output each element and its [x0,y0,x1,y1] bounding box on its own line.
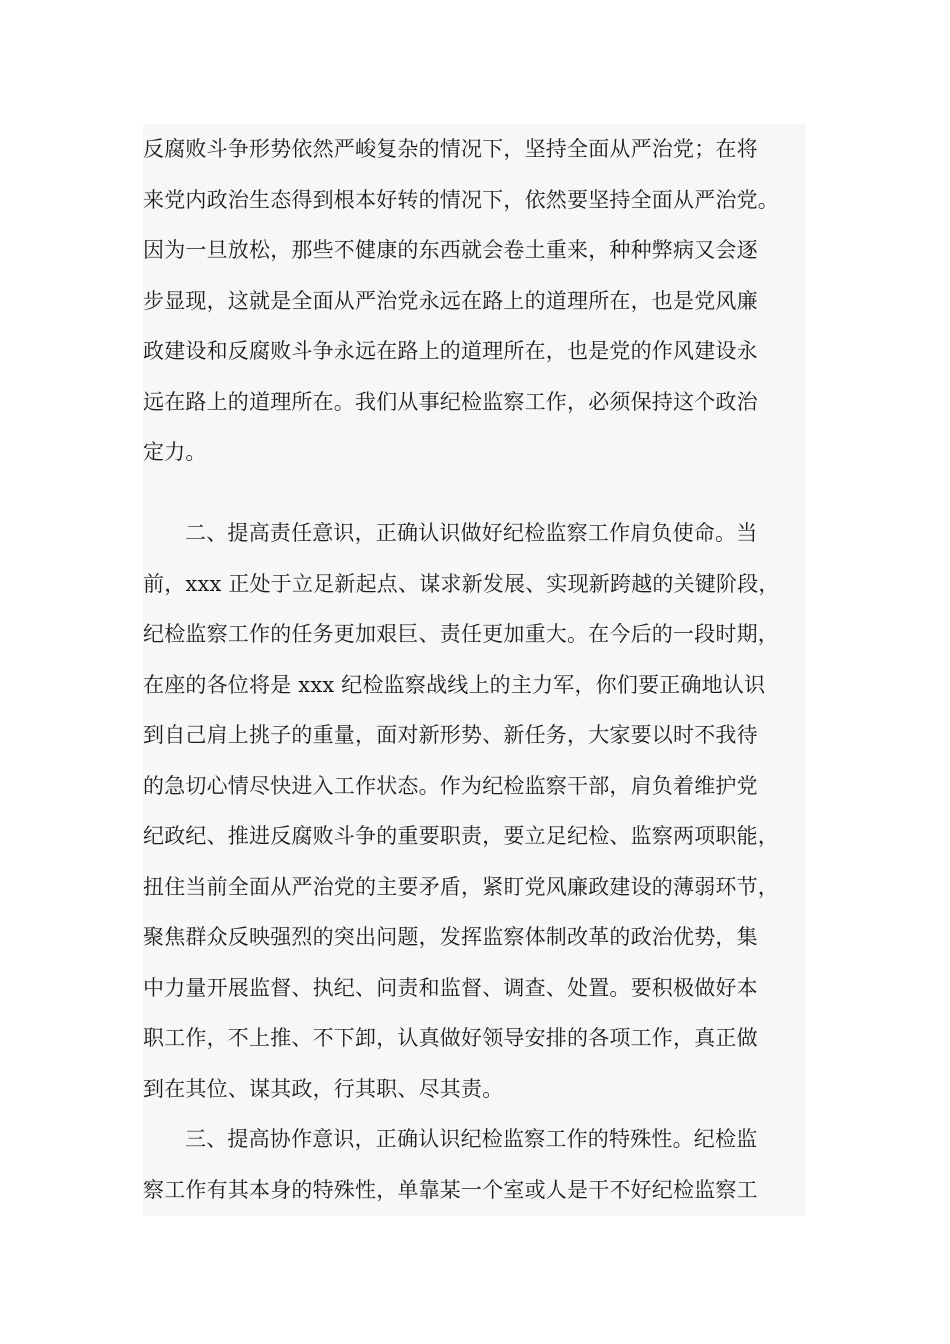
paragraph-line: 反腐败斗争形势依然严峻复杂的情况下，坚持全面从严治党；在将 [143,137,758,161]
paragraph-2 [143,508,806,1114]
document-page [143,124,806,1216]
paragraph-line: 扭住当前全面从严治党的主要矛盾，紧盯党风廉政建设的薄弱环节， [143,874,779,899]
paragraph-line: 前，xxx 正处于立足新起点、谋求新发展、实现新跨越的关键阶段， [143,571,780,596]
paragraph-line: 中力量开展监督、执纪、问责和监督、调查、处置。要积极做好本 [143,975,758,1000]
paragraph-3 [143,1114,806,1215]
paragraph-first-line: 二、提高责任意识，正确认识做好纪检监察工作肩负使命。当 [185,521,758,545]
paragraph-line: 远在路上的道理所在。我们从事纪检监察工作，必须保持这个政治 [143,389,758,414]
paragraph-line: 因为一旦放松，那些不健康的东西就会卷土重来，种种弊病又会逐 [143,238,758,262]
paragraph-line: 纪检监察工作的任务更加艰巨、责任更加重大。在今后的一段时期， [143,622,779,646]
paragraph-line: 政建设和反腐败斗争永远在路上的道理所在，也是党的作风建设永 [143,339,758,363]
paragraph-line: 聚焦群众反映强烈的突出问题，发挥监察体制改革的政治优势，集 [143,925,758,949]
paragraph-line: 职工作，不上推、不下卸，认真做好领导安排的各项工作，真正做 [143,1026,758,1050]
paragraph-first-line: 三、提高协作意识，正确认识纪检监察工作的特殊性。纪检监 [185,1127,758,1151]
paragraph-line: 在座的各位将是 xxx 纪检监察战线上的主力军，你们要正确地认识 [143,672,766,697]
paragraph-line: 的急切心情尽快进入工作状态。作为纪检监察干部，肩负着维护党 [143,773,758,798]
paragraph-line: 定力。 [143,440,207,464]
paragraph-line: 察工作有其本身的特殊性，单靠某一个室或人是干不好纪检监察工 [143,1177,758,1202]
paragraph-1 [143,124,806,478]
paragraph-line: 到自己肩上挑子的重量，面对新形势、新任务，大家要以时不我待 [143,723,758,747]
paragraph-line: 步显现，这就是全面从严治党永远在路上的道理所在，也是党风廉 [143,288,758,313]
paragraph-line: 纪政纪、推进反腐败斗争的重要职责，要立足纪检、监察两项职能， [143,824,779,848]
paragraph-line: 到在其位、谋其政，行其职、尽其责。 [143,1076,504,1101]
paragraph-line: 来党内政治生态得到根本好转的情况下，依然要坚持全面从严治党。 [143,187,779,212]
